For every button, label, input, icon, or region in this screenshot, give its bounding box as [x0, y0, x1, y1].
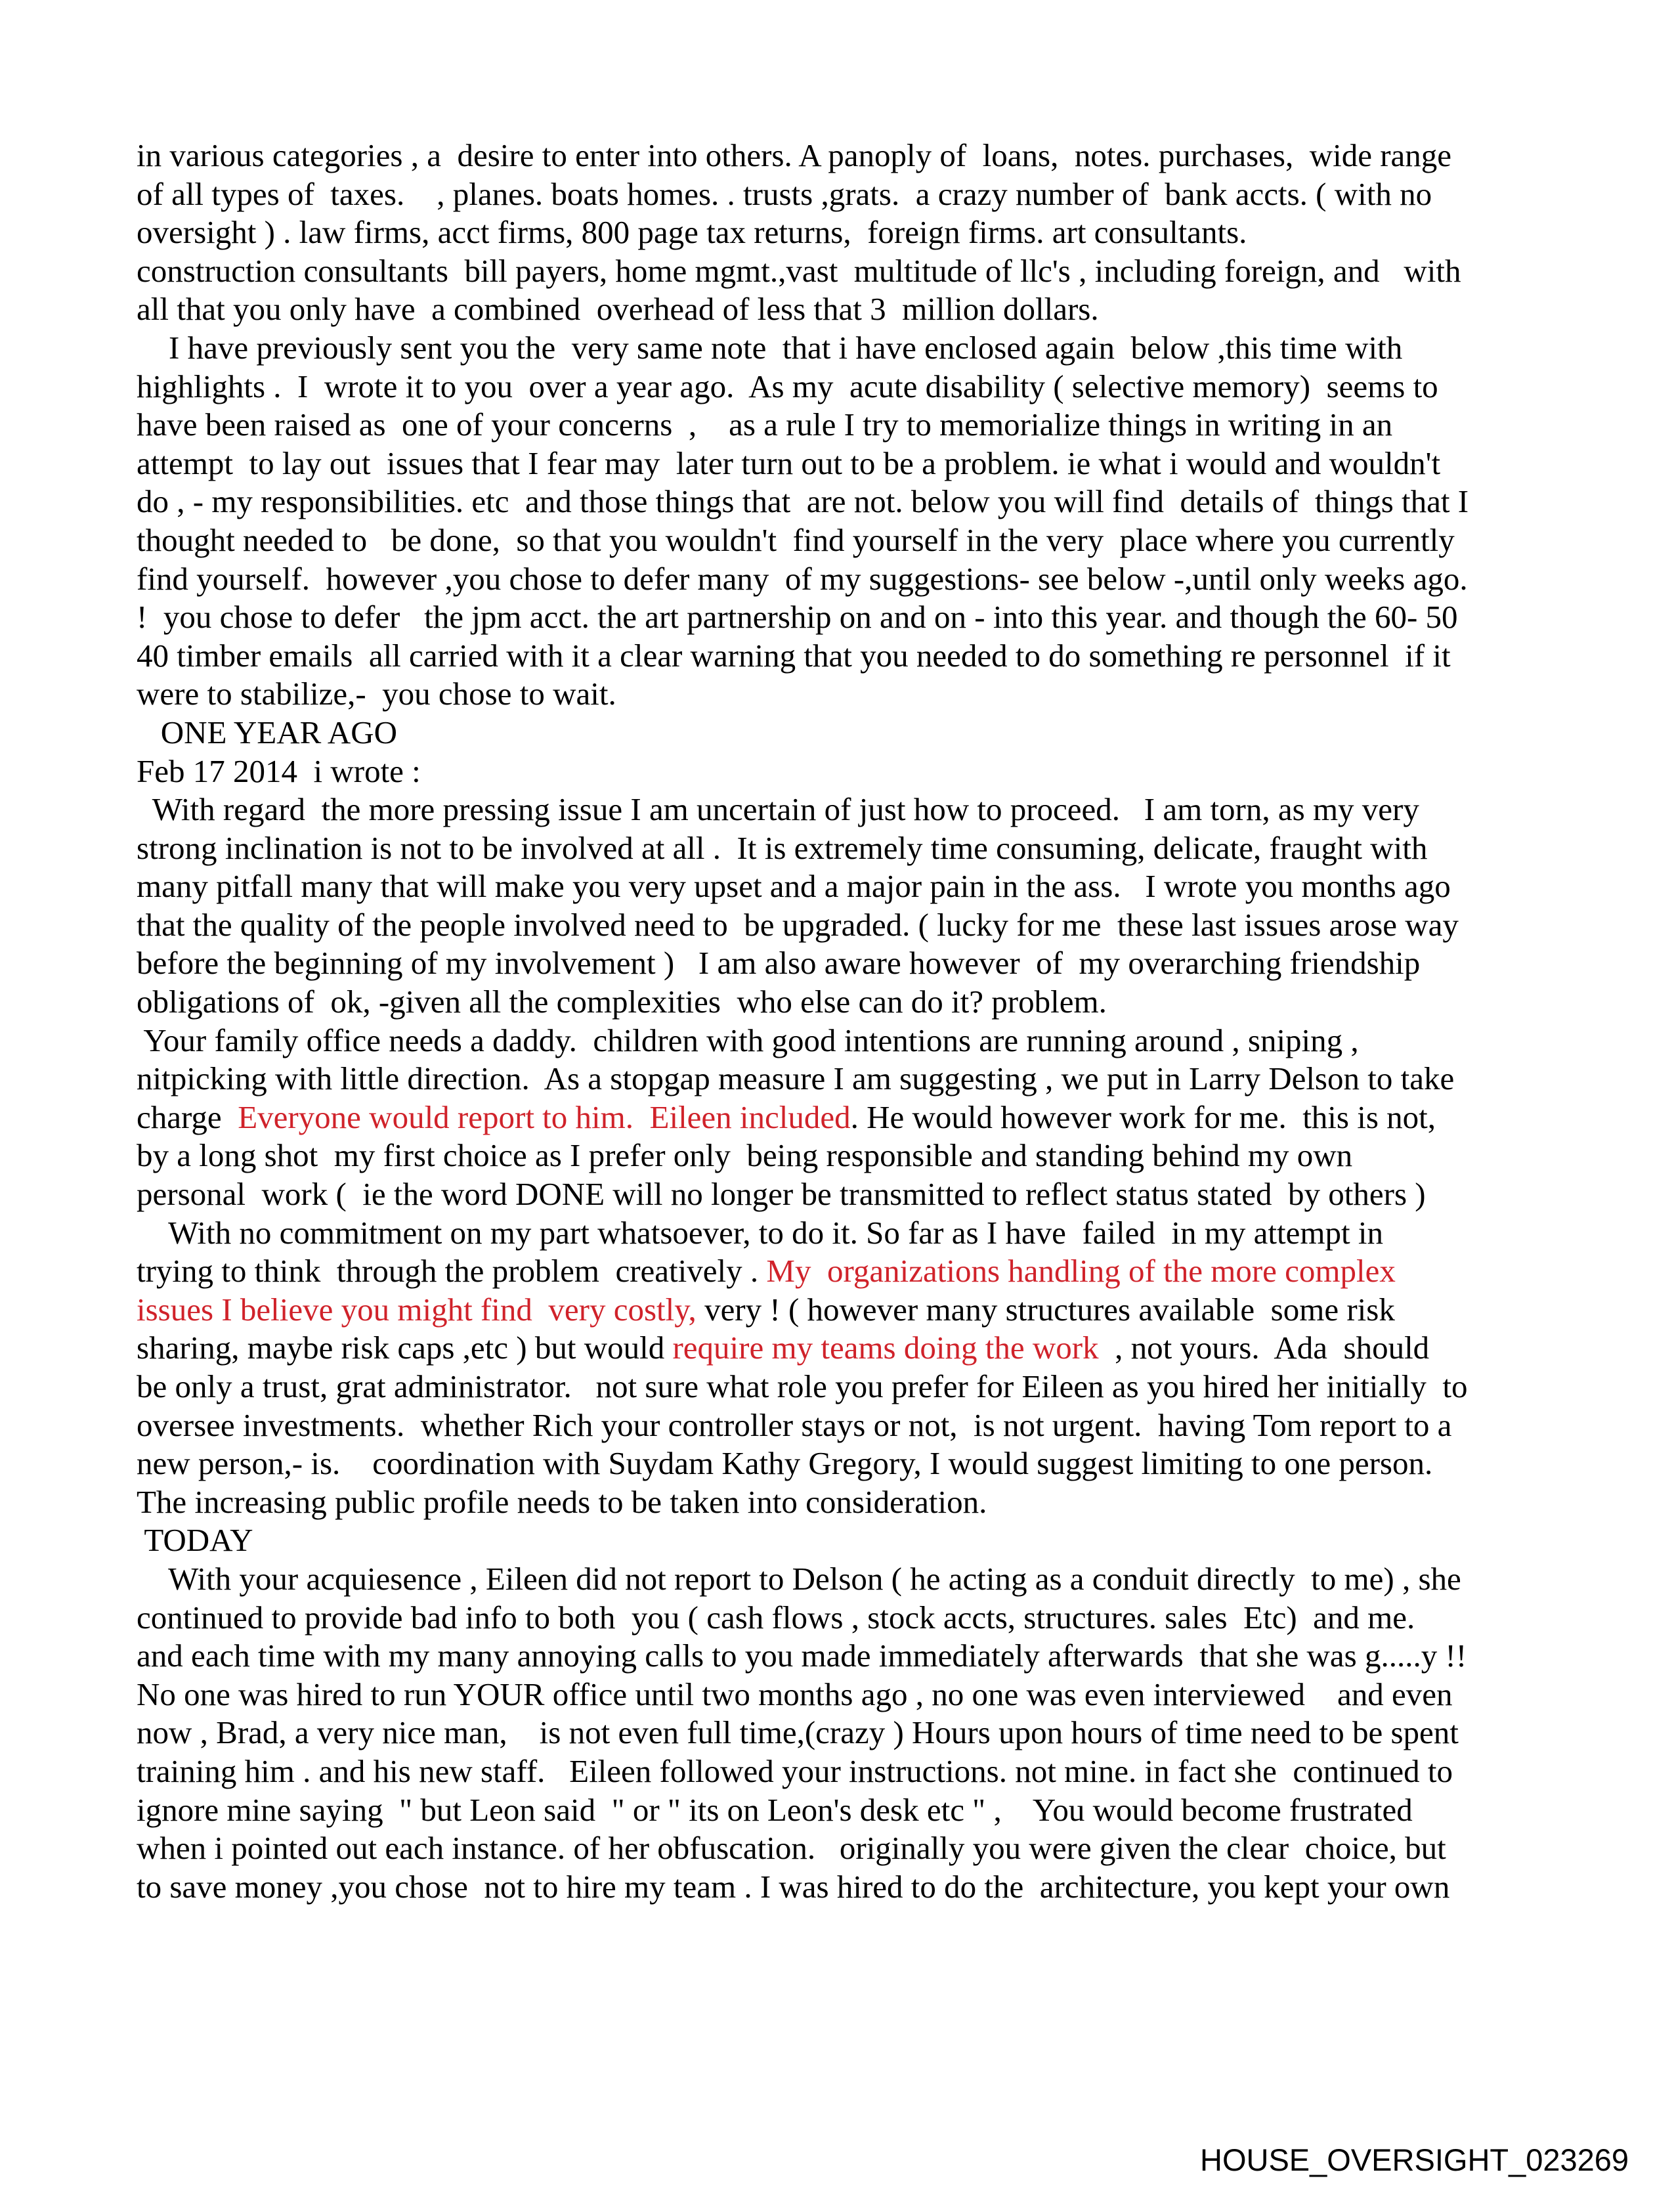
- text-segment: do , - my responsibilities. etc and those things that are not. below you will find details of things that I: [137, 483, 1469, 520]
- text-segment: The increasing public profile needs to be taken into consideration.: [137, 1483, 987, 1520]
- text-segment: With your acquiesence , Eileen did not report to Delson ( he acting as a conduit directly to me) , she: [137, 1560, 1461, 1597]
- text-segment: have been raised as one of your concerns , as a rule I try to memorialize things in writing in an: [137, 406, 1393, 443]
- text-segment: that the quality of the people involved need to be upgraded. ( lucky for me these last issues arose way: [137, 906, 1459, 943]
- text-line: [137, 560, 1581, 599]
- text-line: [137, 906, 1581, 945]
- text-segment: Your family office needs a daddy. children with good intentions are running around , sniping ,: [137, 1022, 1359, 1058]
- text-segment: training him . and his new staff. Eileen followed your instructions. not mine. in fact she continued to: [137, 1752, 1453, 1789]
- text-segment: TODAY: [137, 1522, 253, 1559]
- text-segment: With regard the more pressing issue I am uncertain of just how to proceed. I am torn, as my very: [137, 791, 1419, 828]
- text-segment: . He would however work for me. this is not,: [850, 1098, 1436, 1135]
- text-line: [137, 1137, 1581, 1175]
- text-segment: trying to think through the problem creatively .: [137, 1253, 767, 1290]
- text-segment: now , Brad, a very nice man, is not even full time,(crazy ) Hours upon hours of time need to be spent: [137, 1714, 1459, 1751]
- text-line: [137, 1791, 1581, 1830]
- text-segment: find yourself. however ,you chose to defer many of my suggestions- see below -,until only weeks ago.: [137, 560, 1468, 597]
- text-segment: With no commitment on my part whatsoever, to do it. So far as I have failed in my attempt in: [137, 1214, 1383, 1251]
- text-line: [137, 1599, 1581, 1637]
- text-segment: obligations of ok, -given all the complexities who else can do it? problem.: [137, 984, 1107, 1020]
- text-segment: 40 timber emails all carried with it a clear warning that you needed to do something re personnel if it: [137, 637, 1451, 674]
- text-segment: be only a trust, grat administrator. not sure what role you prefer for Eileen as you hired her initially to: [137, 1368, 1468, 1404]
- text-line: [137, 752, 1581, 791]
- text-line: [137, 1175, 1581, 1214]
- text-line: [137, 1829, 1581, 1868]
- text-line: [137, 637, 1581, 676]
- text-line: [137, 714, 1581, 752]
- text-segment: in various categories , a desire to enter into others. A panoply of loans, notes. purchases, wide range: [137, 137, 1452, 173]
- text-line: [137, 1714, 1581, 1752]
- highlighted-text: Everyone would report to him. Eileen included: [238, 1098, 851, 1135]
- letter-body: [137, 137, 1581, 1906]
- text-line: [137, 290, 1581, 329]
- text-line: [137, 329, 1581, 368]
- text-line: [137, 829, 1581, 868]
- text-segment: ignore mine saying " but Leon said " or " its on Leon's desk etc " , You would become frustrated: [137, 1791, 1413, 1828]
- text-segment: highlights . I wrote it to you over a year ago. As my acute disability ( selective memory) seems to: [137, 368, 1438, 404]
- text-segment: attempt to lay out issues that I fear may later turn out to be a problem. ie what i would and wouldn't: [137, 445, 1441, 481]
- text-segment: Feb 17 2014 i wrote :: [137, 752, 421, 789]
- text-line: [137, 1252, 1581, 1291]
- text-line: [137, 867, 1581, 906]
- text-line: [137, 791, 1581, 829]
- text-line: [137, 1098, 1581, 1137]
- text-line: [137, 483, 1581, 521]
- text-segment: before the beginning of my involvement ) I am also aware however of my overarching friendship: [137, 945, 1421, 982]
- text-line: [137, 1483, 1581, 1522]
- text-line: [137, 675, 1581, 714]
- bates-number: HOUSE_OVERSIGHT_023269: [1200, 2142, 1629, 2177]
- text-line: [137, 1214, 1581, 1253]
- text-line: [137, 1521, 1581, 1560]
- text-segment: new person,- is. coordination with Suydam Kathy Gregory, I would suggest limiting to one person.: [137, 1445, 1433, 1482]
- text-segment: and each time with my many annoying calls to you made immediately afterwards that she was g.....y !!: [137, 1637, 1467, 1674]
- text-line: [137, 1868, 1581, 1907]
- text-line: [137, 983, 1581, 1022]
- text-line: [137, 1676, 1581, 1714]
- text-segment: strong inclination is not to be involved at all . It is extremely time consuming, delicate, fraught with: [137, 829, 1428, 866]
- text-segment: sharing, maybe risk caps ,etc ) but would: [137, 1330, 673, 1366]
- text-segment: to save money ,you chose not to hire my team . I was hired to do the architecture, you kept your own: [137, 1868, 1450, 1905]
- text-line: [137, 1368, 1581, 1406]
- text-line: [137, 252, 1581, 291]
- text-segment: oversee investments. whether Rich your controller stays or not, is not urgent. having Tom report to a: [137, 1406, 1452, 1443]
- text-line: [137, 406, 1581, 445]
- text-line: [137, 1637, 1581, 1676]
- text-line: [137, 1060, 1581, 1098]
- highlighted-text: issues I believe you might find very costly,: [137, 1291, 697, 1328]
- text-line: [137, 1752, 1581, 1791]
- text-line: [137, 1560, 1581, 1599]
- text-segment: very ! ( however many structures available some risk: [696, 1291, 1395, 1328]
- text-line: [137, 944, 1581, 983]
- text-segment: , not yours. Ada should: [1098, 1330, 1430, 1366]
- text-segment: continued to provide bad info to both you ( cash flows , stock accts, structures. sales Etc) and me.: [137, 1599, 1415, 1636]
- text-line: [137, 213, 1581, 252]
- text-line: [137, 445, 1581, 483]
- text-segment: of all types of taxes. , planes. boats homes. . trusts ,grats. a crazy number of bank accts. ( with no: [137, 175, 1432, 212]
- text-segment: when i pointed out each instance. of her obfuscation. originally you were given the clear choice, but: [137, 1830, 1446, 1867]
- text-segment: No one was hired to run YOUR office until two months ago , no one was even interviewed and even: [137, 1676, 1453, 1712]
- text-line: [137, 521, 1581, 560]
- text-segment: thought needed to be done, so that you wouldn't find yourself in the very place where you currently: [137, 521, 1455, 558]
- text-line: [137, 137, 1581, 175]
- text-line: [137, 368, 1581, 406]
- text-segment: by a long shot my first choice as I prefer only being responsible and standing behind my own: [137, 1137, 1353, 1174]
- text-segment: all that you only have a combined overhead of less that 3 million dollars.: [137, 291, 1099, 328]
- text-line: [137, 1291, 1581, 1330]
- text-line: [137, 1022, 1581, 1060]
- text-segment: oversight ) . law firms, acct firms, 800 page tax returns, foreign firms. art consultants.: [137, 214, 1247, 251]
- text-segment: ! you chose to defer the jpm acct. the art partnership on and on - into this year. and though the 60- 50: [137, 599, 1458, 636]
- text-line: [137, 1329, 1581, 1368]
- text-segment: personal work ( ie the word DONE will no longer be transmitted to reflect status stated by others ): [137, 1176, 1426, 1213]
- text-segment: were to stabilize,- you chose to wait.: [137, 676, 616, 712]
- text-segment: ONE YEAR AGO: [137, 714, 397, 750]
- text-line: [137, 1444, 1581, 1483]
- text-line: [137, 1406, 1581, 1445]
- text-line: [137, 175, 1581, 214]
- text-segment: construction consultants bill payers, home mgmt.,vast multitude of llc's , including foreign, and with: [137, 252, 1461, 289]
- text-segment: nitpicking with little direction. As a stopgap measure I am suggesting , we put in Larry Delson to take: [137, 1060, 1455, 1097]
- highlighted-text: require my teams doing the work: [672, 1330, 1099, 1366]
- text-segment: I have previously sent you the very same note that i have enclosed again below ,this time with: [137, 329, 1403, 366]
- text-segment: many pitfall many that will make you very upset and a major pain in the ass. I wrote you months ago: [137, 868, 1451, 905]
- text-segment: charge: [137, 1098, 238, 1135]
- text-line: [137, 598, 1581, 637]
- highlighted-text: My organizations handling of the more complex: [766, 1253, 1396, 1290]
